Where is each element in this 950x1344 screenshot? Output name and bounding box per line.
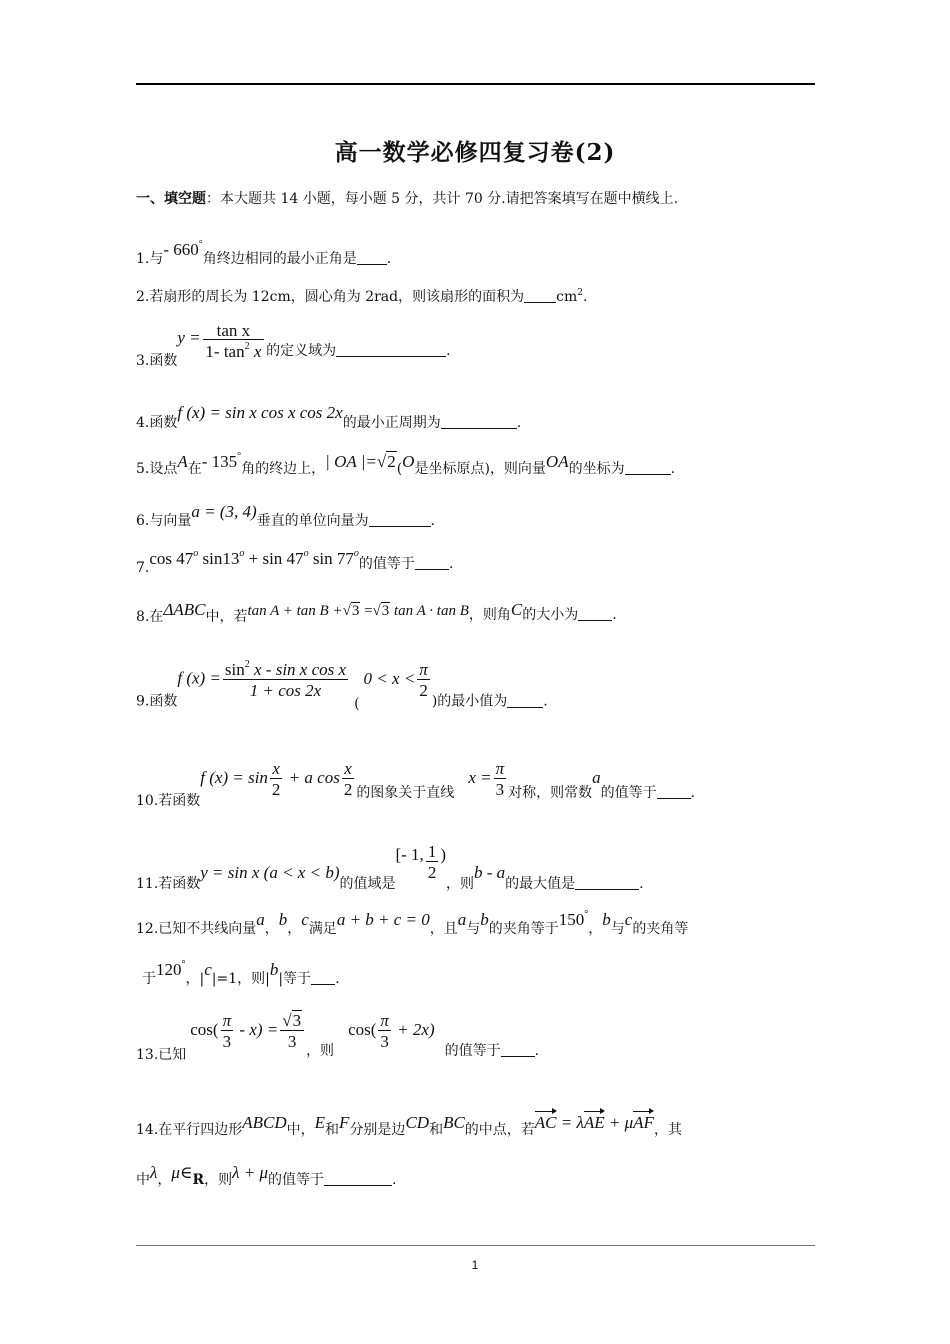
answer-blank — [415, 557, 449, 570]
section-label: 一、填空题 — [136, 191, 206, 207]
answer-blank — [441, 416, 517, 429]
question-2: 2.若扇形的周长为 12cm，圆心角为 2rad，则该扇形的面积为 $cm^2$. — [136, 288, 588, 305]
footer-rule — [136, 1245, 815, 1246]
question-12-line-2: 于120°，|c|=1，则|b|等于 . — [142, 959, 340, 987]
answer-blank — [524, 290, 556, 303]
answer-blank — [507, 695, 543, 708]
question-4: 4.函数f (x) = sin x cos x cos 2x的最小正周期为 . — [136, 403, 522, 431]
question-8: 8.在ΔABC中，若tan A + tan B +√3 =√3 tan A · tan B，则角C的大小为 . — [136, 600, 617, 625]
section-intro — [136, 188, 678, 208]
question-12: 12.已知不共线向量a，b，c满足a + b + c = 0，且a与b的夹角等于150°，b与c的夹角等 — [136, 909, 689, 937]
answer-blank — [369, 514, 431, 527]
question-11: 11.若函数y = sin x (a < x < b)的值域是[- 1, $\frac{1}{2}$ )，则b - a的最大值是 . — [136, 842, 644, 892]
header-rule — [136, 83, 815, 85]
page-number: 1 — [471, 1258, 479, 1272]
answer-blank — [578, 608, 612, 621]
answer-blank — [575, 877, 639, 890]
section-instructions: ：本大题共 14 小题，每小题 5 分，共计 70 分.请把答案填写在题中横线上. — [206, 191, 679, 207]
answer-blank — [357, 252, 387, 265]
answer-blank — [657, 786, 691, 799]
question-6: 6.与向量a = (3, 4)垂直的单位向量为 . — [136, 502, 436, 529]
question-14-line-2: 中λ，μ∈R，则λ + μ的值等于 . — [136, 1163, 397, 1188]
question-1: 1.与- 660°角终边相同的最小正角是 . — [136, 239, 392, 267]
question-14: 14.在平行四边形ABCD中，E和F分别是边CD和BC的中点，若AC = λAE + μAF，其 — [136, 1113, 682, 1138]
question-10: 10.若函数f (x) = sin $\frac{x}{2}$ + a cos $\frac{x}{2}$ 的图象关于直线x = $\frac{\pi}{3}$ 对称，则常数a的值等于 . — [136, 759, 696, 809]
answer-blank — [336, 344, 446, 357]
question-9: 9.函数f (x) = $\frac{\sin^2 x - \sin x \cos x}{1 + \cos 2x}$ (0 < x < $\frac{\pi}{2}$ )的最小值为 . — [136, 659, 548, 712]
answer-blank — [501, 1044, 535, 1057]
answer-blank — [311, 972, 335, 985]
question-13: 13.已知cos( $\frac{\pi}{3}$ - x) = $\frac{√3}{3}$ ，则cos( $\frac{\pi}{3}$ + 2x)的值等于 . — [136, 1011, 540, 1063]
question-5: 5.设点A在- 135°角的终边上，| OA |=√2(O是坐标原点)，则向量OA的坐标为 . — [136, 451, 676, 477]
question-7: 7.cos 47$^o$ $\sin 13^o + \sin 47^o$ sin 77$^o$的值等于 . — [136, 548, 454, 576]
answer-blank — [324, 1173, 392, 1186]
question-3: 3.函数y = $\frac{\text{tan x}}{1- \tan^2 x}$ 的定义域为 . — [136, 321, 451, 369]
page-title: 高一数学必修四复习卷(2) — [334, 139, 616, 166]
answer-blank — [625, 462, 671, 475]
